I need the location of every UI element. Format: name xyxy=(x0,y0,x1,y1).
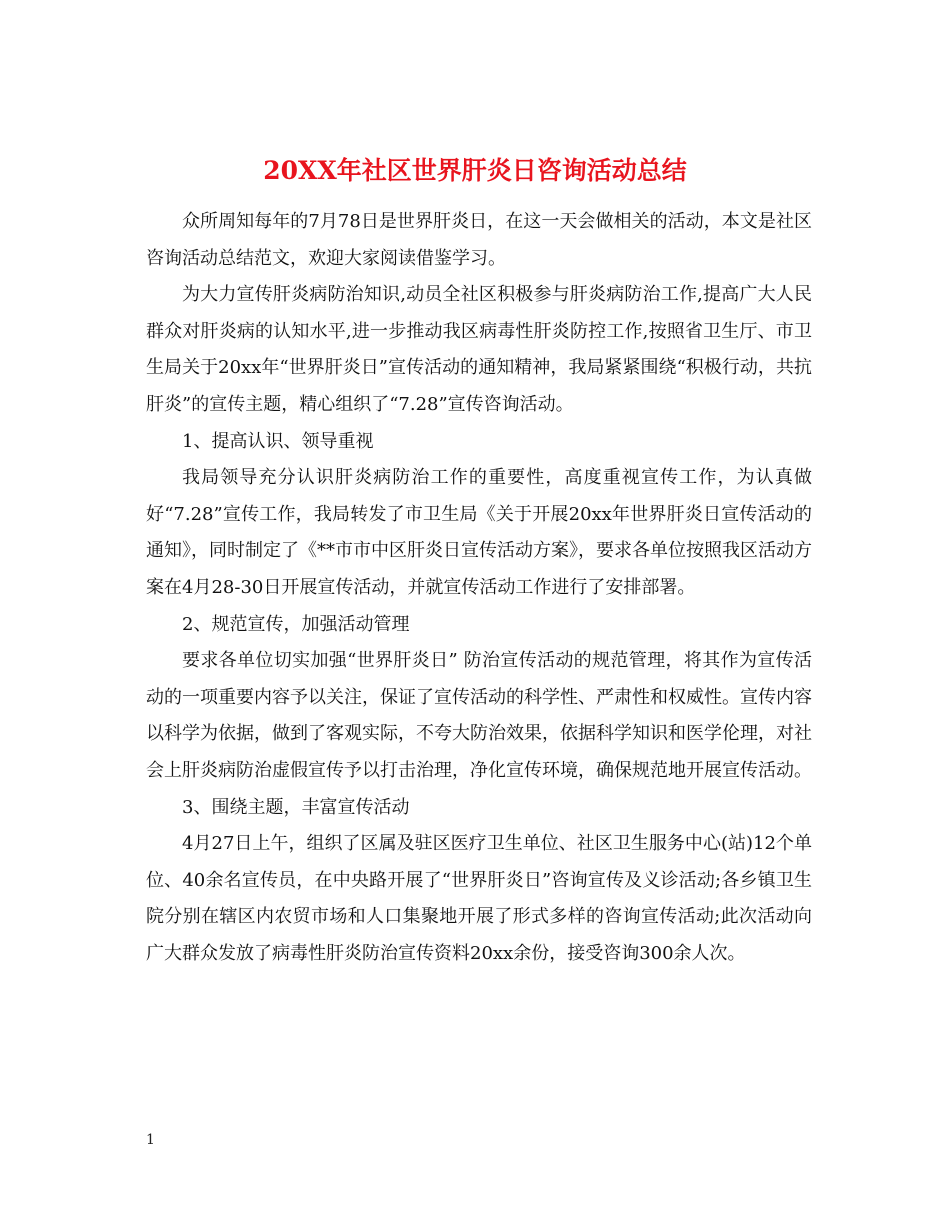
section-heading-2: 2、规范宣传，加强活动管理 xyxy=(182,613,410,635)
section-1-paragraph: 我局领导充分认识肝炎病防治工作的重要性，高度重视宣传工作，为认真做好“7.28”宣传工作，我局转发了市卫生局《关于开展20xx年世界肝炎日宣传活动的通知》，同时制定了《**市市中区肝炎日宣传活动方案》，要求各单位按照我区活动方案在4月28-30日开展宣传活动，并就宣传活动工作进行了安排部署。 xyxy=(146,467,812,598)
section-heading-3: 3、围绕主题，丰富宣传活动 xyxy=(182,796,410,818)
document-body xyxy=(146,204,812,972)
section-2-paragraph: 要求各单位切实加强“世界肝炎日” 防治宣传活动的规范管理，将其作为宣传活动的一项重要内容予以关注，保证了宣传活动的科学性、严肃性和权威性。宣传内容以科学为依据，做到了客观实际，不夸大防治效果，依据科学知识和医学伦理，对社会上肝炎病防治虚假宣传予以打击治理，净化宣传环境，确保规范地开展宣传活动。 xyxy=(146,650,812,781)
background-paragraph: 为大力宣传肝炎病防治知识,动员全社区积极参与肝炎病防治工作,提高广大人民群众对肝炎病的认知水平,进一步推动我区病毒性肝炎防控工作,按照省卫生厅、市卫生局关于20xx年“世界肝炎日”宣传活动的通知精神，我局紧紧围绕“积极行动，共抗肝炎”的宣传主题，精心组织了“7.28”宣传咨询活动。 xyxy=(146,284,812,415)
document-title: 20XX年社区世界肝炎日咨询活动总结 xyxy=(263,155,687,185)
section-3-paragraph: 4月27日上午，组织了区属及驻区医疗卫生单位、社区卫生服务中心(站)12个单位、40余名宣传员，在中央路开展了“世界肝炎日”咨询宣传及义诊活动;各乡镇卫生院分别在辖区内农贸市场和人口集聚地开展了形式多样的咨询宣传活动;此次活动向广大群众发放了病毒性肝炎防治宣传资料20xx余份，接受咨询300余人次。 xyxy=(146,833,812,964)
intro-paragraph: 众所周知每年的7月78日是世界肝炎日，在这一天会做相关的活动，本文是社区咨询活动总结范文，欢迎大家阅读借鉴学习。 xyxy=(146,211,812,269)
page-number: 1 xyxy=(146,1132,155,1148)
section-heading-1: 1、提高认识、领导重视 xyxy=(182,430,374,452)
